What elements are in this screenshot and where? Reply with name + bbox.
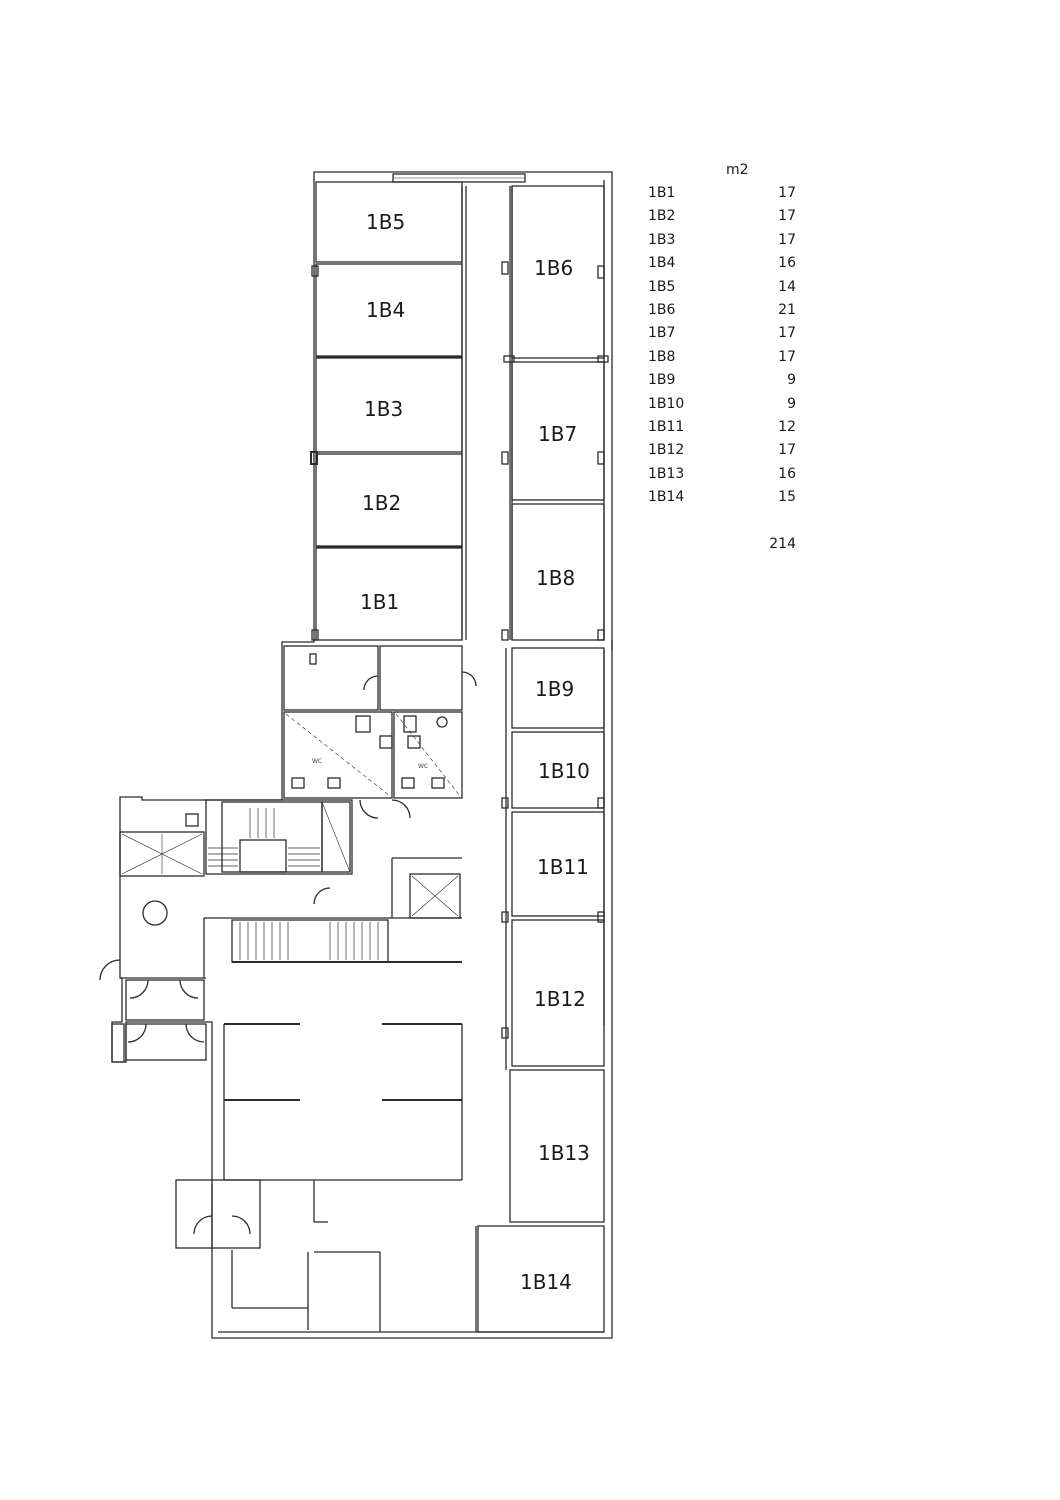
area-rows	[648, 182, 808, 509]
area-row	[648, 486, 808, 509]
service-room-b	[380, 646, 462, 710]
room-label-1b6: 1B6	[534, 256, 574, 280]
area-room-name: 1B13	[648, 465, 685, 482]
area-room-value: 17	[778, 325, 796, 342]
area-total-row	[648, 532, 808, 556]
area-unit-label: m2	[726, 162, 749, 178]
area-table	[648, 160, 808, 556]
area-room-value: 14	[778, 278, 796, 295]
area-row	[648, 393, 808, 416]
area-room-name: 1B6	[648, 301, 676, 318]
fire-extinguisher-symbol	[143, 901, 167, 925]
area-room-value: 15	[778, 489, 796, 506]
area-total-value: 214	[769, 536, 796, 553]
area-row	[648, 346, 808, 369]
area-row	[648, 252, 808, 275]
area-row	[648, 229, 808, 252]
wc-label-right: WC	[418, 763, 429, 770]
area-row	[648, 205, 808, 228]
area-room-name: 1B8	[648, 348, 676, 365]
service-room-a	[284, 646, 378, 710]
area-row	[648, 463, 808, 486]
area-row	[648, 182, 808, 205]
area-room-value: 17	[778, 348, 796, 365]
wc-label-left: WC	[312, 758, 323, 765]
area-row	[648, 322, 808, 345]
room-label-1b1: 1B1	[360, 590, 400, 614]
area-room-name: 1B4	[648, 255, 676, 272]
stair-core	[206, 800, 352, 874]
area-room-name: 1B2	[648, 208, 676, 225]
area-row	[648, 369, 808, 392]
area-room-name: 1B5	[648, 278, 676, 295]
area-room-name: 1B9	[648, 372, 676, 389]
room-label-1b5: 1B5	[366, 210, 406, 234]
area-room-name: 1B14	[648, 489, 685, 506]
area-room-value: 12	[778, 418, 796, 435]
outer-wall	[112, 172, 612, 1338]
area-room-value: 17	[778, 185, 796, 201]
entrance-vestibule	[176, 1180, 260, 1248]
area-row	[648, 416, 808, 439]
area-row	[648, 299, 808, 322]
area-room-value: 17	[778, 442, 796, 459]
room-label-1b14: 1B14	[520, 1270, 572, 1294]
room-label-1b3: 1B3	[364, 397, 404, 421]
area-room-name: 1B12	[648, 442, 685, 459]
room-label-1b9: 1B9	[535, 677, 575, 701]
area-room-value: 9	[787, 395, 796, 412]
area-room-name: 1B10	[648, 395, 685, 412]
area-room-value: 17	[778, 231, 796, 248]
room-label-1b4: 1B4	[366, 298, 406, 322]
area-room-value: 16	[778, 465, 796, 482]
area-row	[648, 276, 808, 299]
room-label-1b2: 1B2	[362, 491, 402, 515]
room-label-1b13: 1B13	[538, 1141, 590, 1165]
area-room-value: 16	[778, 255, 796, 272]
main-stair	[232, 920, 388, 962]
area-room-value: 9	[787, 372, 796, 389]
room-label-1b10: 1B10	[538, 759, 590, 783]
area-room-name: 1B1	[648, 185, 676, 201]
area-table-header	[648, 160, 808, 182]
area-row	[648, 439, 808, 462]
area-room-value: 21	[778, 301, 796, 318]
area-room-name: 1B11	[648, 418, 685, 435]
area-room-value: 17	[778, 208, 796, 225]
area-room-name: 1B3	[648, 231, 676, 248]
room-label-1b7: 1B7	[538, 422, 578, 446]
room-label-1b11: 1B11	[537, 855, 589, 879]
room-label-1b12: 1B12	[534, 987, 586, 1011]
room-label-1b8: 1B8	[536, 566, 576, 590]
area-room-name: 1B7	[648, 325, 676, 342]
